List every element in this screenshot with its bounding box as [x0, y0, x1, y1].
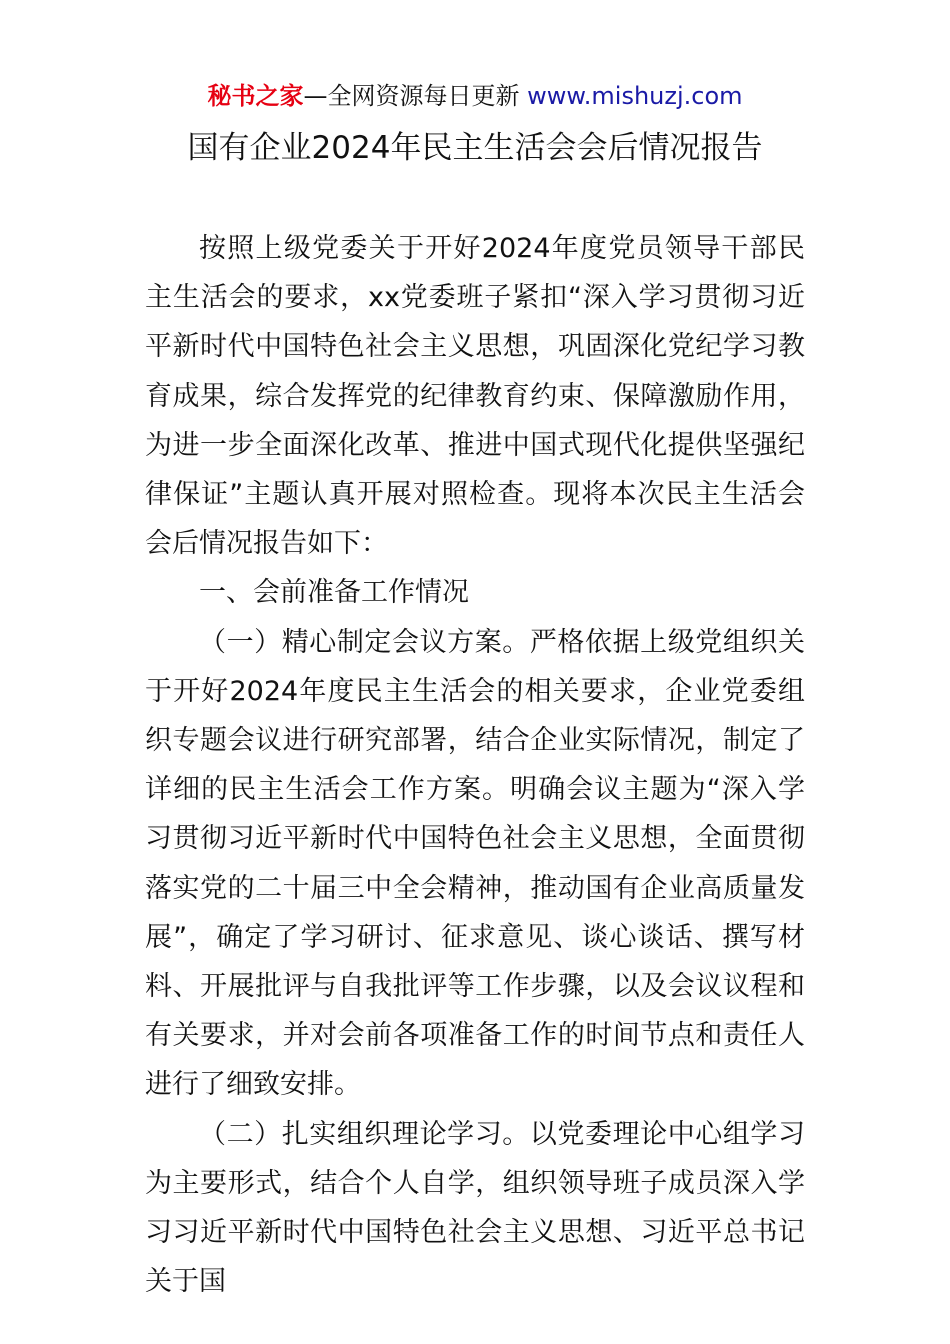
section-heading: 一、会前准备工作情况: [199, 577, 469, 609]
body-paragraph: （二）扎实组织理论学习。以党委理论中心组学习为主要形式，结合个人自学，组织领导班子成员深入学习习近平新时代中国特色社会主义思想、习近平总书记关于国: [145, 1118, 805, 1298]
intro-paragraph: 按照上级党委关于开好2024年度党员领导干部民主生活会的要求，xx党委班子紧扣“深入学习贯彻习近平新时代中国特色社会主义思想，巩固深化党纪学习教育成果，综合发挥党的纪律教育约束、保障激励作用，为进一步全面深化改革、推进中国式现代化提供坚强纪律保证”主题认真开展对照检查。现将本次民主生活会会后情况报告如下：: [145, 233, 805, 560]
site-header: [0, 80, 950, 112]
document-title: 国有企业2024年民主生活会会后情况报告: [187, 130, 763, 166]
site-tagline: —全网资源每日更新: [303, 82, 528, 110]
body-paragraph: （一）精心制定会议方案。严格依据上级党组织关于开好2024年度民主生活会的相关要求，企业党委组织专题会议进行研究部署，结合企业实际情况，制定了详细的民主生活会工作方案。明确会议主题为“深入学习贯彻习近平新时代中国特色社会主义思想，全面贯彻落实党的二十届三中全会精神，推动国有企业高质量发展”，确定了学习研讨、征求意见、谈心谈话、撰写材料、开展批评与自我批评等工作步骤，以及会议议程和有关要求，并对会前各项准备工作的时间节点和责任人进行了细致安排。: [145, 626, 805, 1101]
document-body: [145, 224, 805, 1306]
site-brand: 秘书之家: [207, 82, 304, 110]
site-url-link[interactable]: www.mishuzj.com: [527, 82, 743, 110]
